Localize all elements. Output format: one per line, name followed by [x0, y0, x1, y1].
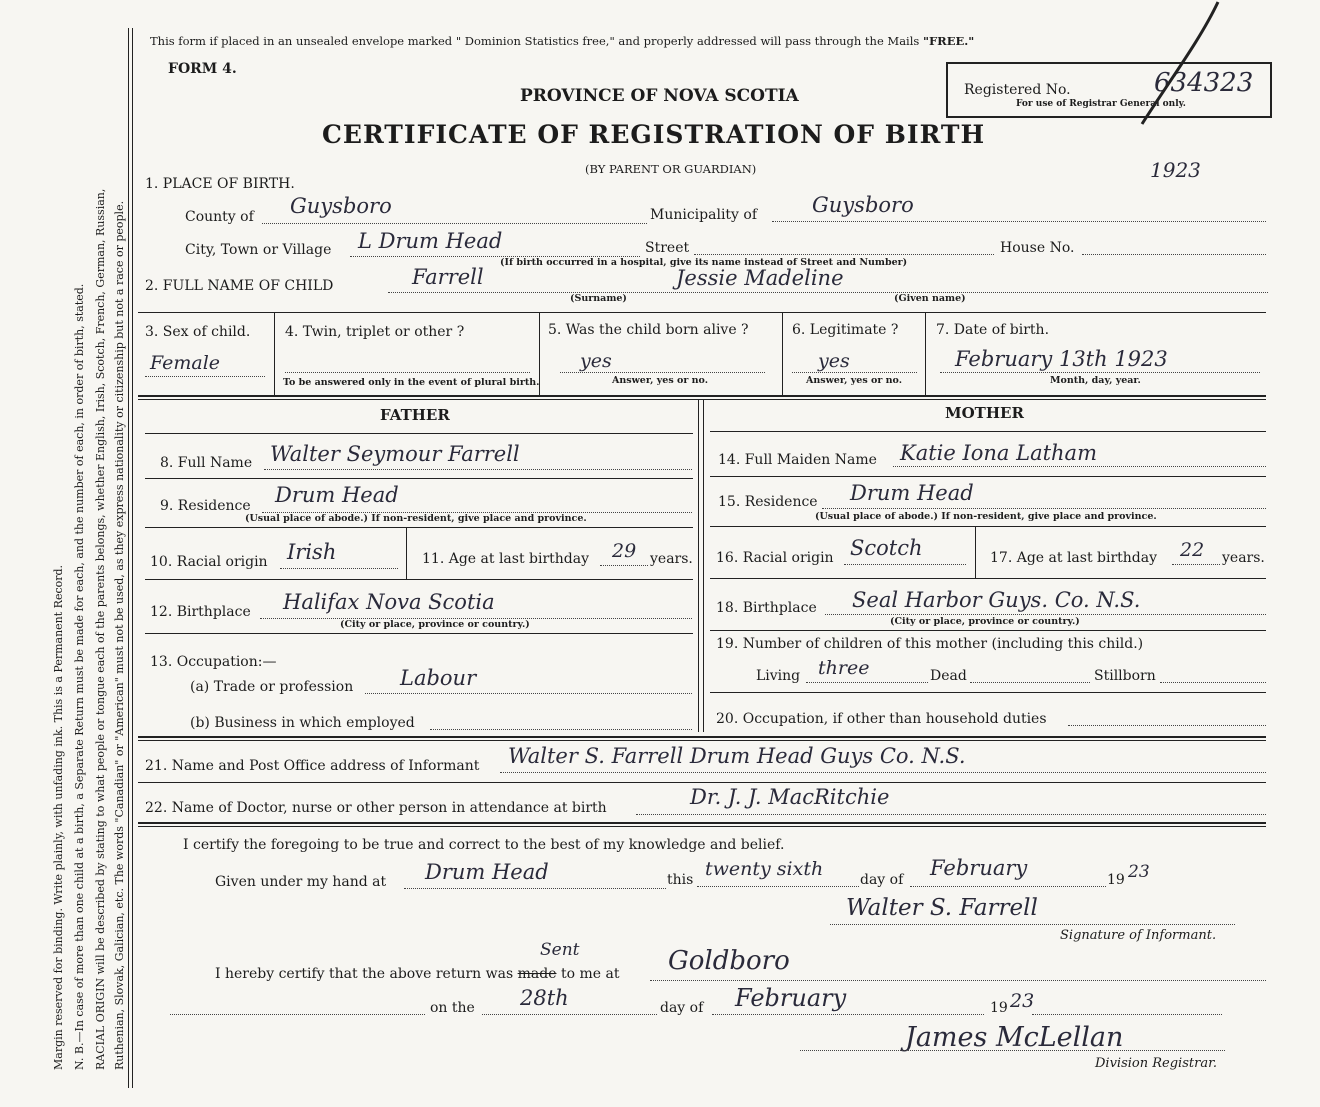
father-birthplace-label: 12. Birthplace: [150, 604, 251, 620]
mother-occupation-label: 20. Occupation, if other than household duties: [716, 711, 1047, 727]
registered-label: Registered No.: [964, 82, 1071, 98]
father-birthplace-value: Halifax Nova Scotia: [283, 590, 495, 614]
living-label: Living: [756, 668, 801, 684]
father-trade-label: (a) Trade or profession: [190, 679, 354, 695]
mail-notice: This form if placed in an unsealed envelope marked " Dominion Statistics free," and properly addressed will pass through the Mails "FREE.": [150, 34, 975, 48]
dead-label: Dead: [930, 668, 967, 684]
father-residence-note: (Usual place of abode.) If non-resident, give place and province.: [245, 513, 587, 524]
father-business-label: (b) Business in which employed: [190, 715, 415, 731]
stillborn-label: Stillborn: [1094, 668, 1156, 684]
mother-residence-label: 15. Residence: [718, 494, 818, 510]
registrar-month-value: February: [735, 984, 847, 1012]
margin-note-racial-cont: Ruthenian, Slovak, Galician, etc. The words "Canadian" or "American" must not be used, as they express nationality or citizenship but not a race or people.: [113, 200, 126, 1070]
on-the-label: on the: [430, 1000, 475, 1016]
child-given-name-value: Jessie Madeline: [676, 266, 844, 290]
year-mark: 1923: [1150, 158, 1201, 182]
informant-value: Walter S. Farrell Drum Head Guys Co. N.S.: [508, 744, 966, 768]
twin-note: To be answered only in the event of plural birth.: [283, 377, 540, 388]
municipality-label: Municipality of: [650, 207, 758, 223]
born-alive-value: yes: [580, 350, 612, 372]
county-value: Guysboro: [290, 194, 392, 218]
registrar-year-suffix: 23: [1010, 990, 1035, 1012]
father-trade-value: Labour: [400, 666, 477, 690]
father-name-value: Walter Seymour Farrell: [270, 442, 520, 466]
twin-label: 4. Twin, triplet or other ?: [285, 324, 465, 340]
year-given-prefix: 19: [1107, 872, 1125, 888]
mother-children-label: 19. Number of children of this mother (including this child.): [716, 636, 1144, 652]
month-given-value: February: [930, 856, 1028, 880]
registrar-signature: James McLellan: [905, 1022, 1124, 1053]
father-racial-label: 10. Racial origin: [150, 554, 268, 570]
province-heading: PROVINCE OF NOVA SCOTIA: [520, 86, 799, 106]
child-surname-value: Farrell: [412, 265, 484, 289]
living-value: three: [818, 657, 870, 679]
mother-residence-value: Drum Head: [850, 481, 974, 505]
father-heading: FATHER: [380, 406, 450, 424]
county-label: County of: [185, 209, 254, 225]
informant-signature: Walter S. Farrell: [846, 895, 1038, 921]
mother-birthplace-value: Seal Harbor Guys. Co. N.S.: [852, 588, 1141, 612]
legitimate-value: yes: [818, 350, 850, 372]
this-label: this: [667, 872, 694, 888]
surname-caption: (Surname): [570, 293, 627, 304]
house-number-label: House No.: [1000, 240, 1075, 256]
sex-value: Female: [150, 352, 221, 374]
margin-rule-2: [132, 28, 133, 1088]
child-name-label: 2. FULL NAME OF CHILD: [145, 278, 334, 294]
father-residence-value: Drum Head: [275, 483, 399, 507]
margin-note-nb: N. B.—In case of more than one child at a birth, a Separate Return must be made for each, and the number of each, in order of birth, stated.: [73, 283, 86, 1070]
born-alive-label: 5. Was the child born alive ?: [548, 322, 749, 338]
page-title: CERTIFICATE OF REGISTRATION OF BIRTH: [322, 120, 986, 149]
legitimate-note: Answer, yes or no.: [806, 375, 903, 386]
sex-label: 3. Sex of child.: [145, 324, 251, 340]
father-racial-value: Irish: [287, 540, 337, 564]
city-label: City, Town or Village: [185, 242, 332, 258]
street-label: Street: [645, 240, 690, 256]
city-value: L Drum Head: [358, 229, 503, 253]
certification-statement: I certify the foregoing to be true and correct to the best of my knowledge and belief.: [183, 837, 785, 853]
mother-heading: MOTHER: [945, 404, 1024, 422]
registered-note: For use of Registrar General only.: [1016, 99, 1186, 109]
mother-age-unit: years.: [1222, 550, 1265, 566]
mother-age-label: 17. Age at last birthday: [990, 550, 1158, 566]
municipality-value: Guysboro: [812, 193, 914, 217]
legitimate-label: 6. Legitimate ?: [792, 322, 899, 338]
born-alive-note: Answer, yes or no.: [612, 375, 709, 386]
mother-birthplace-note: (City or place, province or country.): [890, 616, 1080, 627]
doctor-value: Dr. J. J. MacRitchie: [690, 785, 890, 809]
informant-signature-caption: Signature of Informant.: [1060, 928, 1217, 943]
informant-label: 21. Name and Post Office address of Informant: [145, 758, 480, 774]
mother-name-label: 14. Full Maiden Name: [718, 452, 877, 468]
date-of-birth-label: 7. Date of birth.: [936, 322, 1050, 338]
mother-racial-value: Scotch: [850, 536, 923, 560]
father-age-label: 11. Age at last birthday: [422, 551, 590, 567]
mother-age-value: 22: [1180, 539, 1205, 561]
place-of-birth-heading: 1. PLACE OF BIRTH.: [145, 176, 295, 192]
mother-racial-label: 16. Racial origin: [716, 550, 834, 566]
registrar-statement: I hereby certify that the above return was made to me at: [215, 966, 620, 982]
father-residence-label: 9. Residence: [160, 498, 251, 514]
given-place-value: Drum Head: [425, 860, 549, 884]
margin-note-racial: RACIAL ORIGIN will be described by stating to what people or tongue each of the parents belongs, whether English, Irish, Scotch, French, German, Russian,: [94, 188, 107, 1070]
registrar-place-value: Goldboro: [668, 946, 790, 976]
form-number: FORM 4.: [168, 61, 237, 77]
date-of-birth-value: February 13th 1923: [955, 347, 1168, 371]
registered-number: 634323: [1154, 68, 1254, 98]
page-subtitle: (BY PARENT OR GUARDIAN): [585, 162, 757, 176]
registrar-check-mark: [1120, 0, 1230, 130]
doctor-label: 22. Name of Doctor, nurse or other person in attendance at birth: [145, 800, 607, 816]
date-of-birth-note: Month, day, year.: [1050, 375, 1141, 386]
given-name-caption: (Given name): [894, 293, 966, 304]
registrar-day-value: 28th: [520, 986, 569, 1010]
father-name-label: 8. Full Name: [160, 455, 253, 471]
day-given-value: twenty sixth: [705, 858, 824, 880]
registrar-sent-insert: Sent: [540, 940, 580, 960]
margin-rule: [128, 28, 129, 1088]
registrar-signature-caption: Division Registrar.: [1095, 1056, 1217, 1071]
father-occupation-label: 13. Occupation:—: [150, 654, 277, 670]
day-of-label: day of: [860, 872, 904, 888]
father-birthplace-note: (City or place, province or country.): [340, 619, 530, 630]
father-age-value: 29: [612, 540, 637, 562]
registrar-day-of-label: day of: [660, 1000, 704, 1016]
mother-name-value: Katie Iona Latham: [900, 441, 1097, 465]
registrar-year-prefix: 19: [990, 1000, 1008, 1016]
margin-note-binding: Margin reserved for binding. Write plainly, with unfading ink. This is a Permanent Record.: [52, 564, 65, 1070]
year-given-suffix: 23: [1128, 862, 1150, 882]
father-age-unit: years.: [650, 551, 693, 567]
mother-residence-note: (Usual place of abode.) If non-resident, give place and province.: [815, 511, 1157, 522]
hospital-note: (If birth occurred in a hospital, give its name instead of Street and Number): [500, 257, 908, 268]
mother-birthplace-label: 18. Birthplace: [716, 600, 817, 616]
given-under-label: Given under my hand at: [215, 874, 387, 890]
